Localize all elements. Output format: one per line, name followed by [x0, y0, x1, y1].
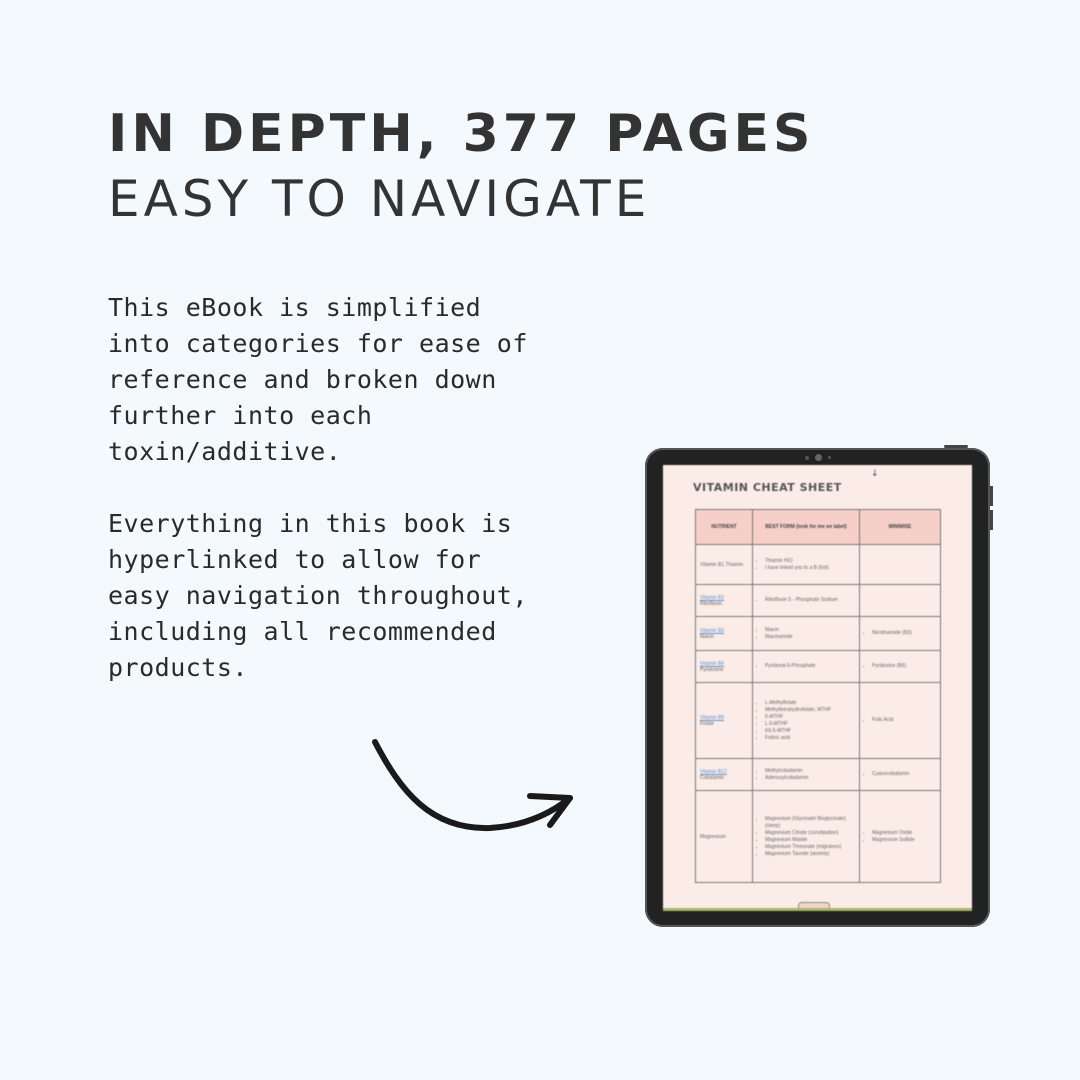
- best-form-cell: [753, 759, 860, 791]
- minimise-cell: [860, 759, 941, 791]
- table-header-nutrient: NUTRIENT: [696, 510, 753, 545]
- tablet-device: [645, 448, 990, 927]
- best-form-cell: [753, 791, 860, 883]
- minimise-cell: [860, 791, 941, 883]
- best-form-item: • Magnesium Malate: [765, 837, 855, 844]
- tablet-top-button: [944, 445, 968, 448]
- table-row: [696, 617, 941, 651]
- best-form-item: • 6S-5-MTHF: [765, 728, 855, 735]
- best-form-cell: [753, 545, 860, 585]
- best-form-item: • 5-MTHF: [765, 714, 855, 721]
- nutrient-link[interactable]: Vitamin B2: [700, 594, 725, 601]
- best-form-item: • L-5-MTHF: [765, 721, 855, 728]
- best-form-item: • Methyltetrahydrofolate, MTHF: [765, 707, 855, 714]
- best-form-item: • Magnesium Citrate (constipation): [765, 830, 855, 837]
- body-text: [108, 290, 558, 722]
- table-row: [696, 759, 941, 791]
- camera-icon: [805, 454, 831, 461]
- paragraph-1: This eBook is simplified into categories for ease of reference and broken down further into each toxin/additive.: [108, 293, 528, 466]
- best-form-item: • Thiamin HCl: [765, 558, 855, 565]
- minimise-cell: [860, 617, 941, 651]
- minimise-cell: [860, 651, 941, 683]
- best-form-item: • Magnesium Threonate (migraines): [765, 844, 855, 851]
- nutrient-name: Niacin: [700, 633, 714, 640]
- nutrient-link[interactable]: Vitamin B12: [700, 768, 727, 775]
- vitamin-table: [695, 509, 941, 883]
- best-form-item: • Folinic acid: [765, 735, 855, 742]
- nutrient-link[interactable]: Vitamin B6: [700, 660, 725, 667]
- minimise-item: • Nicotinamide (B3): [872, 630, 936, 637]
- table-header-best-form: BEST FORM (look for me on label): [753, 510, 860, 545]
- nutrient-name: Folate: [700, 720, 714, 727]
- nutrient-name: Cobalamin: [700, 774, 724, 781]
- tablet-screen: [663, 465, 972, 911]
- best-form-item: • Magnesium Taurate (anxiety): [765, 851, 855, 858]
- paragraph-2: Everything in this book is hyperlinked to allow for easy navigation throughout, including all recommended products.: [108, 509, 528, 682]
- nutrient-link[interactable]: Vitamin B3: [700, 627, 725, 634]
- nutrient-name: Riboflavin: [700, 600, 722, 607]
- tablet-volume-down: [990, 510, 993, 530]
- best-form-item: • L-Methylfolate: [765, 700, 855, 707]
- curved-arrow-icon: [360, 730, 590, 850]
- headline: [108, 102, 815, 232]
- best-form-item: • I have linked you to a B (hot): [765, 565, 855, 572]
- best-form-item: • Pyridoxal-5-Phosphate: [765, 663, 855, 670]
- screen-title: VITAMIN CHEAT SHEET: [693, 481, 842, 494]
- minimise-item: • Folic Acid: [872, 717, 936, 724]
- headline-line-1: IN DEPTH, 377 PAGES: [108, 104, 815, 164]
- table-row: [696, 585, 941, 617]
- best-form-item: • Riboflavin 5 - Phosphate Sodium: [765, 597, 855, 604]
- nutrient-name: Vitamin B1 Thiamin: [700, 561, 744, 568]
- nutrient-cell: [696, 759, 753, 791]
- nutrient-name: Pyridoxine: [700, 666, 724, 673]
- minimise-item: • Cyanocobalamin: [872, 771, 936, 778]
- nutrient-cell: [696, 585, 753, 617]
- minimise-item: • Magnesium Sulfate: [872, 837, 936, 844]
- screen-bottom-bar: [663, 908, 972, 911]
- best-form-cell: [753, 617, 860, 651]
- best-form-item: • Methylcobalamin: [765, 768, 855, 775]
- table-row: [696, 683, 941, 759]
- best-form-cell: [753, 651, 860, 683]
- best-form-item: • Niacinamide: [765, 634, 855, 641]
- table-row: [696, 545, 941, 585]
- nutrient-cell: [696, 545, 753, 585]
- table-row: [696, 651, 941, 683]
- nutrient-cell: [696, 651, 753, 683]
- nutrient-name: Magnesium: [700, 833, 726, 840]
- nutrient-cell: [696, 617, 753, 651]
- cursor-icon: ↓: [871, 469, 879, 479]
- minimise-item: • Magnesium Oxide: [872, 830, 936, 837]
- best-form-item: • Magnesium (Glycinate/ Bisglycinate) (sleep): [765, 816, 855, 830]
- table-header-minimise: MINIMISE: [860, 510, 941, 545]
- best-form-cell: [753, 585, 860, 617]
- minimise-cell: [860, 585, 941, 617]
- nutrient-link[interactable]: Vitamin B9: [700, 714, 725, 721]
- minimise-item: • Pyridoxine (B6): [872, 663, 936, 670]
- nutrient-cell: [696, 791, 753, 883]
- best-form-item: • Niacin: [765, 627, 855, 634]
- headline-line-2: EASY TO NAVIGATE: [108, 170, 651, 228]
- best-form-item: • Adenosylcobalamin: [765, 775, 855, 782]
- minimise-cell: [860, 683, 941, 759]
- best-form-cell: [753, 683, 860, 759]
- table-row: [696, 791, 941, 883]
- minimise-cell: [860, 545, 941, 585]
- nutrient-cell: [696, 683, 753, 759]
- tablet-volume-up: [990, 486, 993, 506]
